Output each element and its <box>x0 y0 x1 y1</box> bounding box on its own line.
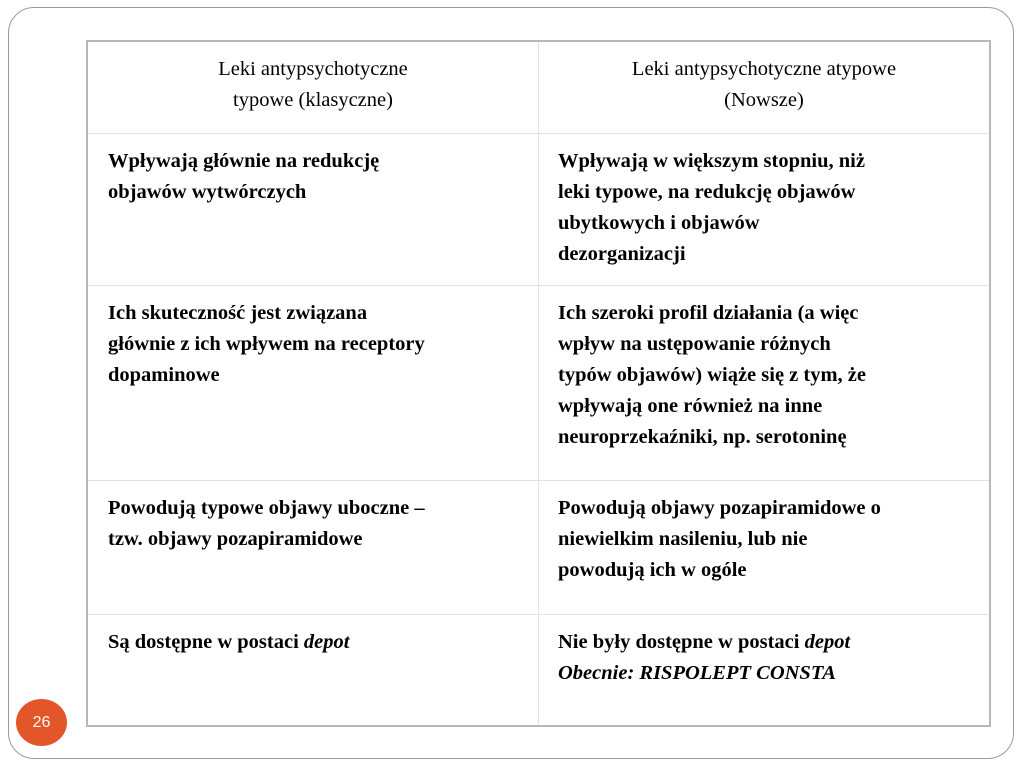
header-typical-line-1: Leki antypsychotyczne <box>218 58 408 80</box>
row-2-typical-line-3: dopaminowe <box>108 364 220 386</box>
row-3-atypical-line-2: niewielkim nasileniu, lub nie <box>558 528 808 550</box>
row-4-atypical-text: Nie były dostępne w postaci <box>558 631 805 653</box>
header-atypical-line-1: Leki antypsychotyczne atypowe <box>631 58 897 80</box>
row-4-atypical-depot: depot <box>804 631 851 653</box>
row-4-atypical <box>539 615 989 725</box>
row-3-typical <box>88 481 539 615</box>
row-1-typical-line-2: objawów wytwórczych <box>108 181 307 203</box>
row-1-atypical-line-1: Wpływają w większym stopniu, niż <box>558 150 865 172</box>
comparison-table <box>86 40 991 727</box>
row-4-typical-text: Są dostępne w postaci <box>108 631 304 653</box>
header-atypical <box>539 42 989 134</box>
row-4-atypical-line-2: Obecnie: RISPOLEPT CONSTA <box>558 662 836 684</box>
row-3-typical-line-1: Powodują typowe objawy uboczne – <box>108 497 425 519</box>
row-2-atypical-line-1: Ich szeroki profil działania (a więc <box>558 302 859 324</box>
row-2-atypical-line-2: wpływ na ustępowanie różnych <box>558 333 831 355</box>
row-2-typical <box>88 286 539 481</box>
row-2-atypical-line-3: typów objawów) wiąże się z tym, że <box>558 364 866 386</box>
row-3-typical-line-2: tzw. objawy pozapiramidowe <box>108 528 363 550</box>
page-number: 26 <box>32 713 51 731</box>
row-2-typical-line-1: Ich skuteczność jest związana <box>108 302 368 324</box>
row-4-typical <box>88 615 539 725</box>
row-2-atypical-line-4: wpływają one również na inne <box>558 395 823 417</box>
header-typical-line-2: typowe (klasyczne) <box>233 89 393 111</box>
row-1-atypical-line-3: ubytkowych i objawów <box>558 212 760 234</box>
row-1-atypical-line-4: dezorganizacji <box>558 243 686 265</box>
row-4-atypical-line-1 <box>558 627 979 658</box>
row-2-atypical <box>539 286 989 481</box>
header-typical <box>88 42 539 134</box>
row-2-atypical-line-5: neuroprzekaźniki, np. serotoninę <box>558 426 847 448</box>
header-atypical-line-2: (Nowsze) <box>724 89 804 111</box>
row-3-atypical-line-3: powodują ich w ogóle <box>558 559 747 581</box>
row-1-typical-line-1: Wpływają głównie na redukcję <box>108 150 380 172</box>
row-1-atypical-line-2: leki typowe, na redukcję objawów <box>558 181 856 203</box>
page-number-badge <box>16 699 67 746</box>
row-4-typical-depot: depot <box>303 631 350 653</box>
row-3-atypical <box>539 481 989 615</box>
row-3-atypical-line-1: Powodują objawy pozapiramidowe o <box>558 497 881 519</box>
row-4-typical-line-1 <box>108 627 524 658</box>
row-1-atypical <box>539 134 989 286</box>
row-1-typical <box>88 134 539 286</box>
row-2-typical-line-2: głównie z ich wpływem na receptory <box>108 333 425 355</box>
